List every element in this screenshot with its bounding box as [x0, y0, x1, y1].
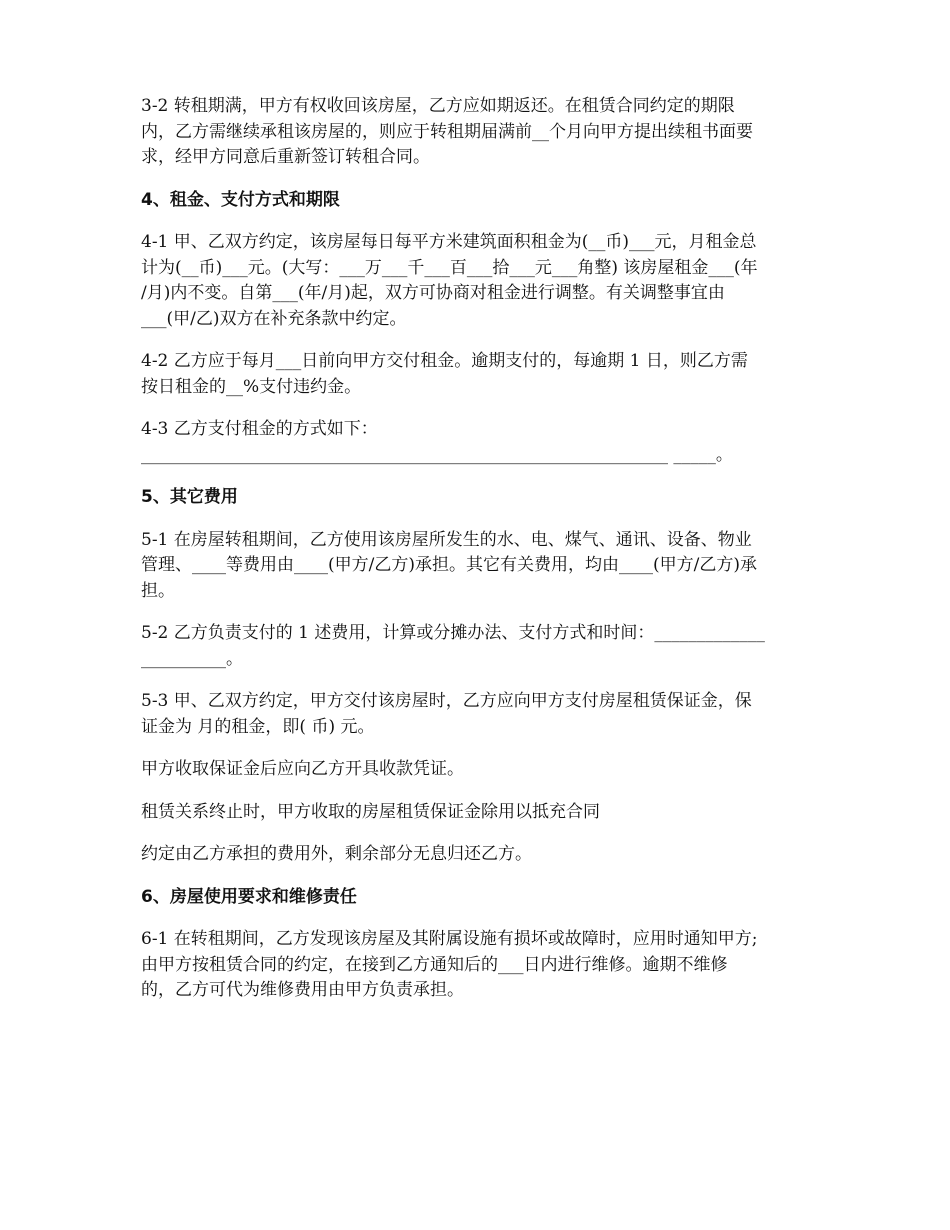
text-line: 4-2 乙方应于每月___日前向甲方交付租金。逾期支付的，每逾期 1 日，则乙方需 [141, 351, 748, 371]
text-line: 按日租金的__%支付违约金。 [141, 376, 362, 397]
clause-4-2 [141, 349, 813, 400]
clause-4-3 [141, 417, 813, 468]
text-line: 管理、____等费用由____(甲方/乙方)承担。其它有关费用，均由____(甲方/乙方)承 [141, 555, 757, 575]
deposit-termination-paragraph: 租赁关系终止时，甲方收取的房屋租赁保证金除用以抵充合同 [141, 801, 600, 822]
text-line: 证金为 月的租金，即( 币) 元。 [141, 716, 375, 737]
text-line: 内，乙方需继续承租该房屋的，则应于转租期届满前__个月向甲方提出续租书面要 [141, 121, 753, 142]
text-line: 的，乙方可代为维修费用由甲方负责承担。 [141, 980, 464, 1000]
text-line: 5-2 乙方负责支付的 1 述费用，计算或分摊办法、支付方式和时间：_____________ [141, 623, 765, 643]
section-heading-4: 4、租金、支付方式和期限 [141, 189, 340, 210]
text-line: ___(甲/乙)双方在补充条款中约定。 [141, 308, 407, 329]
section-heading-5: 5、其它费用 [141, 487, 238, 507]
deposit-receipt-paragraph: 甲方收取保证金后应向乙方开具收款凭证。 [141, 759, 464, 779]
text-line: ______________________________________________________________ _____。 [141, 444, 733, 465]
text-line: 求，经甲方同意后重新签订转租合同。 [141, 147, 430, 167]
text-line: __________。 [141, 648, 243, 669]
text-line: 5-3 甲、乙双方约定，甲方交付该房屋时，乙方应向甲方支付房屋租赁保证金，保 [141, 691, 752, 711]
text-line: 6-1 在转租期间，乙方发现该房屋及其附属设施有损坏或故障时，应用时通知甲方; [141, 929, 758, 949]
clause-5-2 [141, 621, 813, 672]
clause-3-2 [141, 94, 813, 171]
deposit-refund-paragraph: 约定由乙方承担的费用外，剩余部分无息归还乙方。 [141, 844, 532, 864]
clause-6-1 [141, 927, 813, 1004]
text-line: 计为(__币)___元。(大写：___万___千___百___拾___元___角整) 该房屋租金___(年 [141, 257, 758, 278]
clause-4-1 [141, 230, 813, 332]
text-line: 由甲方按租赁合同的约定，在接到乙方通知后的___日内进行维修。逾期不维修 [141, 954, 728, 975]
section-heading-6: 6、房屋使用要求和维修责任 [141, 886, 357, 907]
text-line: 4-1 甲、乙双方约定，该房屋每日每平方米建筑面积租金为(__币)___元，月租金总 [141, 232, 757, 252]
clause-5-3 [141, 689, 813, 740]
clause-5-1 [141, 528, 813, 605]
text-line: 4-3 乙方支付租金的方式如下： [141, 419, 378, 439]
text-line: /月)内不变。自第___(年/月)起，双方可协商对租金进行调整。有关调整事宜由 [141, 283, 725, 303]
text-line: 5-1 在房屋转租期间，乙方使用该房屋所发生的水、电、煤气、通讯、设备、物业 [141, 529, 752, 550]
document-page [141, 94, 813, 1021]
text-line: 3-2 转租期满，甲方有权收回该房屋，乙方应如期返还。在租赁合同约定的期限 [141, 96, 735, 116]
text-line: 担。 [141, 580, 175, 601]
